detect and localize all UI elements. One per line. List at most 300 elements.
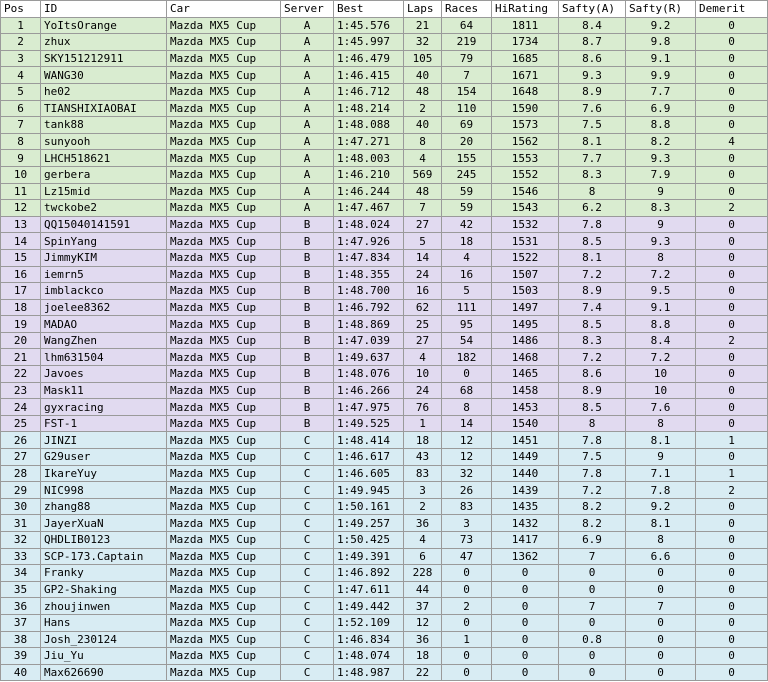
cell-safty-a: 9.3 — [559, 67, 626, 84]
cell-hirating: 0 — [492, 614, 559, 631]
cell-races: 0 — [442, 581, 492, 598]
cell-car: Mazda MX5 Cup — [167, 200, 281, 217]
cell-id: joelee8362 — [41, 299, 167, 316]
cell-hirating: 1453 — [492, 399, 559, 416]
cell-laps: 6 — [404, 548, 442, 565]
cell-safty-r: 7.1 — [626, 465, 696, 482]
cell-races: 111 — [442, 299, 492, 316]
cell-safty-a: 7.2 — [559, 266, 626, 283]
cell-id: gyxracing — [41, 399, 167, 416]
cell-safty-a: 0.8 — [559, 631, 626, 648]
table-row[interactable] — [1, 266, 768, 283]
cell-races: 69 — [442, 117, 492, 134]
cell-safty-r: 8.2 — [626, 133, 696, 150]
header-demerit[interactable]: Demerit — [696, 1, 768, 18]
cell-hirating: 1440 — [492, 465, 559, 482]
cell-demerit: 0 — [696, 183, 768, 200]
cell-safty-r: 10 — [626, 382, 696, 399]
cell-laps: 14 — [404, 249, 442, 266]
cell-demerit: 0 — [696, 249, 768, 266]
cell-id: tank88 — [41, 117, 167, 134]
cell-best: 1:50.161 — [334, 498, 404, 515]
cell-best: 1:48.214 — [334, 100, 404, 117]
table-row[interactable] — [1, 332, 768, 349]
cell-server: C — [281, 598, 334, 615]
cell-car: Mazda MX5 Cup — [167, 598, 281, 615]
cell-id: Josh_230124 — [41, 631, 167, 648]
cell-races: 47 — [442, 548, 492, 565]
cell-pos: 18 — [1, 299, 41, 316]
cell-pos: 30 — [1, 498, 41, 515]
cell-best: 1:48.700 — [334, 283, 404, 300]
table-row[interactable] — [1, 150, 768, 167]
cell-server: A — [281, 34, 334, 51]
cell-races: 0 — [442, 565, 492, 582]
cell-pos: 9 — [1, 150, 41, 167]
cell-safty-r: 8.8 — [626, 117, 696, 134]
cell-server: A — [281, 17, 334, 34]
cell-races: 12 — [442, 449, 492, 466]
cell-laps: 22 — [404, 664, 442, 681]
table-row[interactable] — [1, 515, 768, 532]
cell-safty-r: 9 — [626, 449, 696, 466]
cell-id: JimmyKIM — [41, 249, 167, 266]
cell-best: 1:46.479 — [334, 50, 404, 67]
cell-hirating: 0 — [492, 631, 559, 648]
cell-safty-a: 7.8 — [559, 465, 626, 482]
cell-demerit: 4 — [696, 133, 768, 150]
table-row[interactable] — [1, 631, 768, 648]
cell-server: C — [281, 498, 334, 515]
cell-laps: 4 — [404, 349, 442, 366]
cell-laps: 7 — [404, 200, 442, 217]
cell-demerit: 2 — [696, 332, 768, 349]
cell-laps: 1 — [404, 415, 442, 432]
cell-demerit: 0 — [696, 664, 768, 681]
table-row[interactable] — [1, 449, 768, 466]
cell-hirating: 1531 — [492, 233, 559, 250]
cell-pos: 19 — [1, 316, 41, 333]
cell-best: 1:47.834 — [334, 249, 404, 266]
cell-safty-r: 0 — [626, 581, 696, 598]
cell-safty-r: 8.8 — [626, 316, 696, 333]
cell-hirating: 0 — [492, 648, 559, 665]
cell-safty-a: 8.5 — [559, 233, 626, 250]
cell-server: A — [281, 67, 334, 84]
cell-car: Mazda MX5 Cup — [167, 83, 281, 100]
cell-hirating: 1590 — [492, 100, 559, 117]
cell-races: 42 — [442, 216, 492, 233]
table-row[interactable] — [1, 399, 768, 416]
cell-best: 1:46.415 — [334, 67, 404, 84]
cell-server: B — [281, 349, 334, 366]
table-row[interactable] — [1, 299, 768, 316]
cell-pos: 32 — [1, 532, 41, 549]
table-row[interactable] — [1, 233, 768, 250]
cell-safty-r: 7.2 — [626, 266, 696, 283]
header-races[interactable]: Races — [442, 1, 492, 18]
table-row[interactable] — [1, 664, 768, 681]
cell-safty-r: 0 — [626, 664, 696, 681]
cell-safty-a: 8.6 — [559, 50, 626, 67]
cell-id: FST-1 — [41, 415, 167, 432]
table-row[interactable] — [1, 200, 768, 217]
cell-demerit: 0 — [696, 598, 768, 615]
cell-safty-r: 8.1 — [626, 515, 696, 532]
cell-best: 1:47.611 — [334, 581, 404, 598]
table-row[interactable] — [1, 382, 768, 399]
table-row[interactable] — [1, 366, 768, 383]
header-pos[interactable]: Pos — [1, 1, 41, 18]
cell-safty-a: 0 — [559, 648, 626, 665]
cell-pos: 12 — [1, 200, 41, 217]
cell-best: 1:49.257 — [334, 515, 404, 532]
cell-hirating: 0 — [492, 664, 559, 681]
cell-pos: 25 — [1, 415, 41, 432]
table-row[interactable] — [1, 183, 768, 200]
header-laps[interactable]: Laps — [404, 1, 442, 18]
cell-best: 1:49.945 — [334, 482, 404, 499]
cell-safty-a: 8.9 — [559, 283, 626, 300]
table-row[interactable] — [1, 548, 768, 565]
cell-laps: 32 — [404, 34, 442, 51]
cell-pos: 4 — [1, 67, 41, 84]
cell-id: TIANSHIXIAOBAI — [41, 100, 167, 117]
cell-laps: 36 — [404, 515, 442, 532]
cell-races: 2 — [442, 598, 492, 615]
cell-server: C — [281, 515, 334, 532]
cell-best: 1:48.024 — [334, 216, 404, 233]
cell-server: C — [281, 548, 334, 565]
cell-hirating: 1507 — [492, 266, 559, 283]
cell-safty-a: 8.9 — [559, 83, 626, 100]
cell-car: Mazda MX5 Cup — [167, 17, 281, 34]
table-row[interactable] — [1, 100, 768, 117]
cell-demerit: 0 — [696, 117, 768, 134]
cell-safty-a: 7.2 — [559, 349, 626, 366]
cell-laps: 40 — [404, 117, 442, 134]
cell-id: SCP-173.Captain — [41, 548, 167, 565]
cell-best: 1:47.467 — [334, 200, 404, 217]
cell-server: C — [281, 449, 334, 466]
cell-id: iemrn5 — [41, 266, 167, 283]
table-row[interactable] — [1, 648, 768, 665]
cell-pos: 23 — [1, 382, 41, 399]
table-row[interactable] — [1, 83, 768, 100]
cell-races: 79 — [442, 50, 492, 67]
cell-best: 1:48.003 — [334, 150, 404, 167]
cell-server: A — [281, 183, 334, 200]
cell-safty-r: 0 — [626, 631, 696, 648]
cell-laps: 2 — [404, 100, 442, 117]
cell-car: Mazda MX5 Cup — [167, 34, 281, 51]
cell-demerit: 0 — [696, 216, 768, 233]
cell-car: Mazda MX5 Cup — [167, 299, 281, 316]
cell-best: 1:46.244 — [334, 183, 404, 200]
cell-id: SKY151212911 — [41, 50, 167, 67]
table-row[interactable] — [1, 117, 768, 134]
cell-id: zhux — [41, 34, 167, 51]
cell-laps: 8 — [404, 133, 442, 150]
cell-server: C — [281, 465, 334, 482]
cell-safty-r: 0 — [626, 565, 696, 582]
header-safty-r[interactable]: Safty(R) — [626, 1, 696, 18]
cell-car: Mazda MX5 Cup — [167, 382, 281, 399]
cell-pos: 40 — [1, 664, 41, 681]
header-hirating[interactable]: HiRating — [492, 1, 559, 18]
cell-races: 14 — [442, 415, 492, 432]
cell-races: 59 — [442, 183, 492, 200]
cell-races: 5 — [442, 283, 492, 300]
cell-server: B — [281, 283, 334, 300]
cell-races: 1 — [442, 631, 492, 648]
cell-races: 64 — [442, 17, 492, 34]
cell-laps: 36 — [404, 631, 442, 648]
cell-safty-a: 8.5 — [559, 399, 626, 416]
cell-safty-r: 0 — [626, 648, 696, 665]
cell-pos: 14 — [1, 233, 41, 250]
cell-pos: 36 — [1, 598, 41, 615]
table-row[interactable] — [1, 498, 768, 515]
cell-safty-a: 0 — [559, 614, 626, 631]
cell-safty-a: 8 — [559, 183, 626, 200]
cell-best: 1:47.271 — [334, 133, 404, 150]
cell-car: Mazda MX5 Cup — [167, 366, 281, 383]
cell-safty-a: 6.9 — [559, 532, 626, 549]
cell-server: B — [281, 366, 334, 383]
table-row[interactable] — [1, 415, 768, 432]
cell-safty-a: 8.1 — [559, 133, 626, 150]
cell-laps: 27 — [404, 332, 442, 349]
cell-server: B — [281, 233, 334, 250]
cell-best: 1:47.926 — [334, 233, 404, 250]
cell-safty-r: 9.1 — [626, 299, 696, 316]
table-row[interactable] — [1, 581, 768, 598]
cell-races: 18 — [442, 233, 492, 250]
cell-best: 1:48.355 — [334, 266, 404, 283]
cell-id: SpinYang — [41, 233, 167, 250]
table-row[interactable] — [1, 465, 768, 482]
cell-safty-a: 8.2 — [559, 515, 626, 532]
cell-races: 32 — [442, 465, 492, 482]
cell-safty-a: 8.1 — [559, 249, 626, 266]
cell-laps: 228 — [404, 565, 442, 582]
cell-safty-r: 7.2 — [626, 349, 696, 366]
cell-best: 1:45.576 — [334, 17, 404, 34]
cell-pos: 33 — [1, 548, 41, 565]
cell-best: 1:46.712 — [334, 83, 404, 100]
cell-demerit: 0 — [696, 17, 768, 34]
header-server[interactable]: Server — [281, 1, 334, 18]
cell-laps: 12 — [404, 614, 442, 631]
cell-best: 1:47.975 — [334, 399, 404, 416]
cell-hirating: 1439 — [492, 482, 559, 499]
cell-car: Mazda MX5 Cup — [167, 465, 281, 482]
cell-id: zhoujinwen — [41, 598, 167, 615]
cell-demerit: 0 — [696, 150, 768, 167]
cell-server: C — [281, 581, 334, 598]
table-row[interactable] — [1, 349, 768, 366]
cell-server: A — [281, 150, 334, 167]
cell-safty-r: 9 — [626, 183, 696, 200]
cell-best: 1:46.892 — [334, 565, 404, 582]
cell-car: Mazda MX5 Cup — [167, 150, 281, 167]
cell-hirating: 1435 — [492, 498, 559, 515]
cell-hirating: 1573 — [492, 117, 559, 134]
cell-pos: 3 — [1, 50, 41, 67]
cell-pos: 15 — [1, 249, 41, 266]
cell-safty-r: 7.7 — [626, 83, 696, 100]
cell-safty-a: 8 — [559, 415, 626, 432]
cell-demerit: 0 — [696, 34, 768, 51]
cell-best: 1:48.076 — [334, 366, 404, 383]
cell-server: C — [281, 664, 334, 681]
cell-best: 1:49.525 — [334, 415, 404, 432]
cell-pos: 7 — [1, 117, 41, 134]
cell-car: Mazda MX5 Cup — [167, 266, 281, 283]
cell-car: Mazda MX5 Cup — [167, 449, 281, 466]
cell-laps: 24 — [404, 382, 442, 399]
cell-hirating: 1532 — [492, 216, 559, 233]
cell-safty-a: 6.2 — [559, 200, 626, 217]
cell-demerit: 2 — [696, 200, 768, 217]
table-row[interactable] — [1, 598, 768, 615]
cell-car: Mazda MX5 Cup — [167, 316, 281, 333]
table-row[interactable] — [1, 216, 768, 233]
cell-laps: 4 — [404, 532, 442, 549]
cell-laps: 48 — [404, 83, 442, 100]
cell-pos: 17 — [1, 283, 41, 300]
cell-races: 7 — [442, 67, 492, 84]
table-row[interactable] — [1, 482, 768, 499]
cell-races: 3 — [442, 515, 492, 532]
cell-id: NIC998 — [41, 482, 167, 499]
cell-hirating: 1553 — [492, 150, 559, 167]
cell-demerit: 0 — [696, 498, 768, 515]
cell-pos: 20 — [1, 332, 41, 349]
cell-id: Lz15mid — [41, 183, 167, 200]
cell-server: B — [281, 399, 334, 416]
cell-races: 59 — [442, 200, 492, 217]
cell-best: 1:49.442 — [334, 598, 404, 615]
table-row[interactable] — [1, 316, 768, 333]
cell-best: 1:52.109 — [334, 614, 404, 631]
cell-pos: 26 — [1, 432, 41, 449]
cell-safty-r: 9.8 — [626, 34, 696, 51]
cell-car: Mazda MX5 Cup — [167, 581, 281, 598]
cell-laps: 18 — [404, 648, 442, 665]
cell-safty-a: 0 — [559, 565, 626, 582]
header-car[interactable]: Car — [167, 1, 281, 18]
cell-best: 1:48.414 — [334, 432, 404, 449]
cell-best: 1:46.792 — [334, 299, 404, 316]
table-row[interactable] — [1, 50, 768, 67]
cell-hirating: 1685 — [492, 50, 559, 67]
table-row[interactable] — [1, 532, 768, 549]
table-row[interactable] — [1, 614, 768, 631]
table-row[interactable] — [1, 283, 768, 300]
cell-car: Mazda MX5 Cup — [167, 183, 281, 200]
cell-safty-a: 7 — [559, 598, 626, 615]
table-body — [1, 17, 768, 681]
cell-safty-r: 9.1 — [626, 50, 696, 67]
cell-best: 1:49.391 — [334, 548, 404, 565]
cell-pos: 39 — [1, 648, 41, 665]
cell-hirating: 1546 — [492, 183, 559, 200]
cell-safty-r: 9.2 — [626, 498, 696, 515]
cell-demerit: 0 — [696, 233, 768, 250]
cell-safty-a: 7.5 — [559, 449, 626, 466]
cell-safty-r: 9.3 — [626, 233, 696, 250]
cell-demerit: 0 — [696, 349, 768, 366]
cell-races: 54 — [442, 332, 492, 349]
cell-races: 73 — [442, 532, 492, 549]
table-row[interactable] — [1, 17, 768, 34]
cell-safty-a: 0 — [559, 664, 626, 681]
cell-races: 20 — [442, 133, 492, 150]
cell-pos: 37 — [1, 614, 41, 631]
table-row[interactable] — [1, 432, 768, 449]
cell-pos: 31 — [1, 515, 41, 532]
cell-pos: 28 — [1, 465, 41, 482]
cell-safty-r: 8 — [626, 415, 696, 432]
cell-demerit: 0 — [696, 515, 768, 532]
cell-demerit: 0 — [696, 631, 768, 648]
cell-laps: 2 — [404, 498, 442, 515]
cell-car: Mazda MX5 Cup — [167, 166, 281, 183]
header-best[interactable]: Best — [334, 1, 404, 18]
cell-server: C — [281, 631, 334, 648]
cell-hirating: 1432 — [492, 515, 559, 532]
cell-server: A — [281, 133, 334, 150]
header-id[interactable]: ID — [41, 1, 167, 18]
cell-pos: 1 — [1, 17, 41, 34]
cell-server: B — [281, 382, 334, 399]
cell-safty-r: 9.9 — [626, 67, 696, 84]
table-row[interactable] — [1, 67, 768, 84]
cell-car: Mazda MX5 Cup — [167, 664, 281, 681]
cell-pos: 2 — [1, 34, 41, 51]
table-row[interactable] — [1, 133, 768, 150]
cell-car: Mazda MX5 Cup — [167, 532, 281, 549]
cell-pos: 5 — [1, 83, 41, 100]
cell-safty-r: 9.5 — [626, 283, 696, 300]
table-row[interactable] — [1, 34, 768, 51]
cell-id: JINZI — [41, 432, 167, 449]
cell-car: Mazda MX5 Cup — [167, 50, 281, 67]
cell-id: MADAO — [41, 316, 167, 333]
cell-server: C — [281, 648, 334, 665]
cell-id: gerbera — [41, 166, 167, 183]
cell-car: Mazda MX5 Cup — [167, 67, 281, 84]
cell-safty-a: 7.2 — [559, 482, 626, 499]
cell-races: 110 — [442, 100, 492, 117]
cell-id: GP2-Shaking — [41, 581, 167, 598]
cell-hirating: 1465 — [492, 366, 559, 383]
cell-races: 0 — [442, 664, 492, 681]
header-safty-a[interactable]: Safty(A) — [559, 1, 626, 18]
table-row[interactable] — [1, 166, 768, 183]
cell-demerit: 0 — [696, 449, 768, 466]
table-row[interactable] — [1, 249, 768, 266]
header-row — [1, 1, 768, 18]
cell-safty-r: 7.8 — [626, 482, 696, 499]
cell-races: 95 — [442, 316, 492, 333]
cell-car: Mazda MX5 Cup — [167, 498, 281, 515]
table-row[interactable] — [1, 565, 768, 582]
cell-safty-r: 8.1 — [626, 432, 696, 449]
cell-server: C — [281, 482, 334, 499]
